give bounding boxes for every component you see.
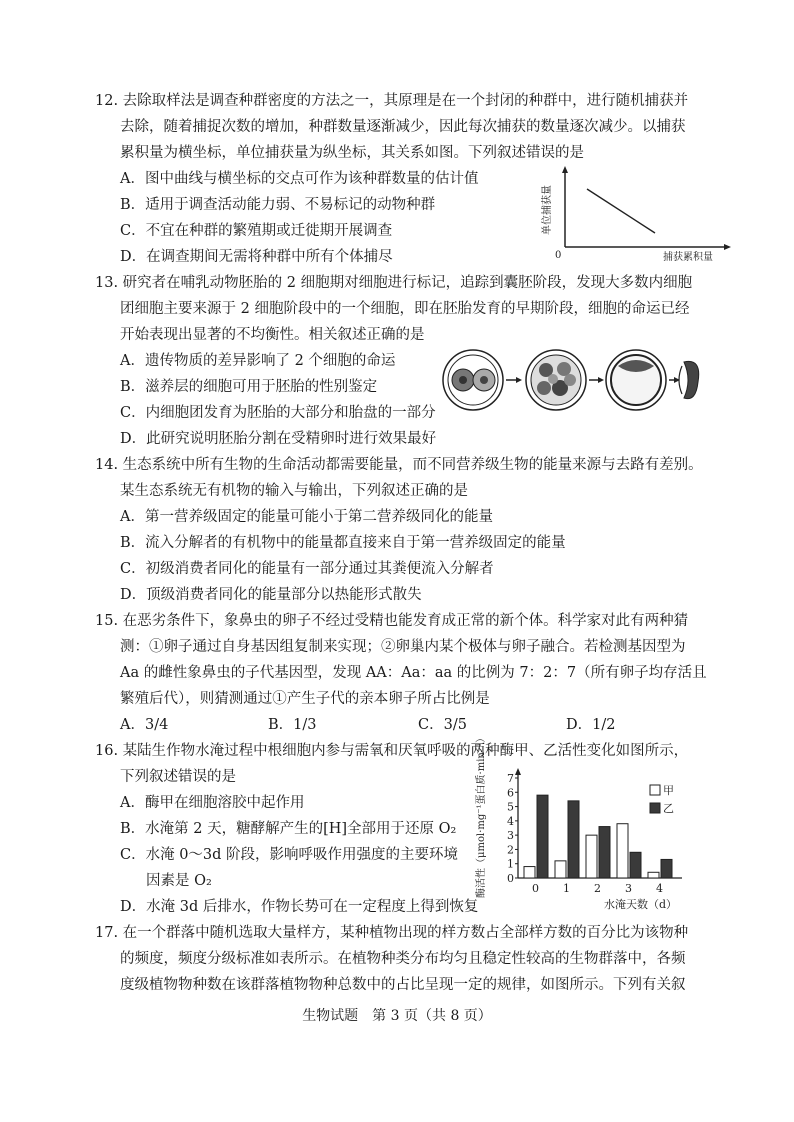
q16-chart-x-tick: 1 xyxy=(563,882,570,895)
q16-bar-jia-day-1 xyxy=(555,861,566,878)
q13-figure-embryo-stages xyxy=(440,340,700,425)
q15-option-b: B．1/3 xyxy=(268,717,317,733)
q12-origin-label: 0 xyxy=(555,250,562,261)
page-footer: 生物试题 第 3 页（共 8 页） xyxy=(302,1008,492,1024)
q15-stem-line3: Aa 的雌性象鼻虫的子代基因型，发现 AA：Aa：aa 的比例为 7：2：7（所有卵子均存活且 xyxy=(120,665,707,681)
embryo-hatched-stage xyxy=(679,361,699,398)
q12-regression-line xyxy=(587,189,655,233)
q16-chart-y-label: 酶活性（μmol·mg⁻¹蛋白质·min⁻¹） xyxy=(476,732,487,898)
q16-bar-yi-day-3 xyxy=(630,852,641,878)
q16-bar-yi-day-2 xyxy=(599,827,610,878)
q16-bar-jia-day-3 xyxy=(617,824,628,878)
q16-option-c-line2: 因素是 O₂ xyxy=(146,873,212,889)
q16-legend-swatch xyxy=(650,785,660,795)
q16-chart-x-tick: 3 xyxy=(625,882,632,895)
embryo-morula-stage xyxy=(526,350,586,410)
q16-legend-label: 甲 xyxy=(663,784,674,797)
q16-option-a: A．酶甲在细胞溶胶中起作用 xyxy=(120,795,305,811)
q12-y-label: 单位捕获量 xyxy=(542,185,553,235)
q13-option-a: A．遗传物质的差异影响了 2 个细胞的命运 xyxy=(120,353,396,369)
q16-option-c-line1: C．水淹 0～3d 阶段，影响呼吸作用强度的主要环境 xyxy=(120,847,459,863)
q13-stem-line3: 开始表现出显著的不均衡性。相关叙述正确的是 xyxy=(120,327,425,343)
q15-stem-line2: 测：①卵子通过自身基因组复制来实现；②卵巢内某个极体与卵子融合。若检测基因型为 xyxy=(120,639,686,655)
q16-chart-x-tick: 4 xyxy=(656,882,663,895)
q13-option-c: C．内细胞团发育为胚胎的大部分和胎盘的一部分 xyxy=(120,405,436,421)
q16-chart-y-tick: 5 xyxy=(507,800,514,814)
q15-option-a: A．3/4 xyxy=(120,717,169,733)
q16-option-b: B．水淹第 2 天，糖酵解产生的[H]全部用于还原 O₂ xyxy=(120,821,457,837)
q12-option-b: B．适用于调查活动能力弱、不易标记的动物种群 xyxy=(120,197,436,213)
q14-option-b: B．流入分解者的有机物中的能量都直接来自于第一营养级固定的能量 xyxy=(120,535,566,551)
q16-chart-x-label: 水淹天数（d） xyxy=(604,898,678,911)
q12-option-a: A．图中曲线与横坐标的交点可作为该种群数量的估计值 xyxy=(120,171,479,187)
q16-chart-y-tick: 3 xyxy=(507,829,514,843)
q16-chart-y-tick: 7 xyxy=(507,772,514,785)
q15-options xyxy=(0,715,794,735)
q15-stem-line4: 繁殖后代），则猜测通过①产生子代的亲本卵子所占比例是 xyxy=(120,691,490,707)
q16-stem-line2: 下列叙述错误的是 xyxy=(120,769,236,785)
q16-chart-x-tick: 0 xyxy=(532,882,539,895)
q16-bar-yi-day-1 xyxy=(568,801,579,878)
q14-option-c: C．初级消费者同化的能量有一部分通过其粪便流入分解者 xyxy=(120,561,494,577)
q16-legend-label: 乙 xyxy=(663,802,674,815)
q12-stem-line1: 12. 去除取样法是调查种群密度的方法之一，其原理是在一个封闭的种群中，进行随机捕获并 xyxy=(95,93,689,109)
q16-bar-yi-day-0 xyxy=(537,795,548,878)
q14-option-d: D．顶级消费者同化的能量部分以热能形式散失 xyxy=(120,587,422,603)
embryo-blastocyst-stage xyxy=(606,350,666,410)
q16-legend-swatch xyxy=(650,803,660,813)
q17-stem-line1: 17. 在一个群落中随机选取大量样方，某种植物出现的样方数占全部样方数的百分比为该物种 xyxy=(95,925,689,941)
q16-bar-jia-day-2 xyxy=(586,835,597,878)
q16-chart-y-tick: 6 xyxy=(507,786,514,800)
q14-option-a: A．第一营养级固定的能量可能小于第二营养级同化的能量 xyxy=(120,509,493,525)
embryo-two-cell-stage xyxy=(443,350,503,410)
q16-bar-jia-day-4 xyxy=(648,872,659,878)
q13-option-d: D．此研究说明胚胎分割在受精卵时进行效果最好 xyxy=(120,431,437,447)
q13-option-b: B．滋养层的细胞可用于胚胎的性别鉴定 xyxy=(120,379,378,395)
q16-bar-yi-day-4 xyxy=(661,859,672,878)
q15-option-c: C．3/5 xyxy=(418,717,467,733)
q12-stem-line3: 累积量为横坐标，单位捕获量为纵坐标，其关系如图。下列叙述错误的是 xyxy=(120,145,584,161)
q17-stem-line3: 度级植物物种数在该群落植物物种总数中的占比呈现一定的规律，如图所示。下列有关叙 xyxy=(120,977,686,993)
q16-chart-y-tick: 2 xyxy=(507,843,514,857)
q15-stem-line1: 15. 在恶劣条件下，象鼻虫的卵子不经过受精也能发育成正常的新个体。科学家对此有两种猜 xyxy=(95,613,689,629)
q12-figure-capture-curve xyxy=(542,165,735,265)
q12-option-c: C．不宜在种群的繁殖期或迁徙期开展调查 xyxy=(120,223,393,239)
q16-chart-y-tick: 4 xyxy=(507,814,514,828)
q14-stem-line2: 某生态系统无有机物的输入与输出，下列叙述正确的是 xyxy=(120,483,468,499)
q17-stem-line2: 的频度，频度分级标准如表所示。在植物种类分布均匀且稳定性较高的生物群落中，各频 xyxy=(120,951,686,967)
q12-option-d: D．在调查期间无需将种群中所有个体捕尽 xyxy=(120,249,393,265)
q12-x-label: 捕获累积量 xyxy=(663,252,713,263)
q15-option-d: D．1/2 xyxy=(566,717,616,733)
q16-chart-y-tick: 0 xyxy=(507,872,514,885)
q16-bar-jia-day-0 xyxy=(524,867,535,878)
q13-stem-line2: 团细胞主要来源于 2 细胞阶段中的一个细胞，即在胚胎发育的早期阶段，细胞的命运已经 xyxy=(120,301,690,317)
q16-option-d: D．水淹 3d 后排水，作物长势可在一定程度上得到恢复 xyxy=(120,899,479,915)
q16-chart-y-tick: 1 xyxy=(507,857,514,871)
q13-stem-line1: 13. 研究者在哺乳动物胚胎的 2 细胞期对细胞进行标记，追踪到囊胚阶段，发现大多数内细胞 xyxy=(95,275,693,291)
q16-stem-line1: 16. 某陆生作物水淹过程中根细胞内参与需氧和厌氧呼吸的两种酶甲、乙活性变化如图所示， xyxy=(95,743,689,759)
q16-enzyme-activity-chart xyxy=(462,732,702,914)
q12-stem-line2: 去除，随着捕捉次数的增加，种群数量逐渐减少，因此每次捕获的数量逐次减少。以捕获 xyxy=(120,119,686,135)
q16-chart-x-tick: 2 xyxy=(594,882,601,895)
q14-stem-line1: 14. 生态系统中所有生物的生命活动都需要能量，而不同营养级生物的能量来源与去路有差别。 xyxy=(95,457,703,473)
